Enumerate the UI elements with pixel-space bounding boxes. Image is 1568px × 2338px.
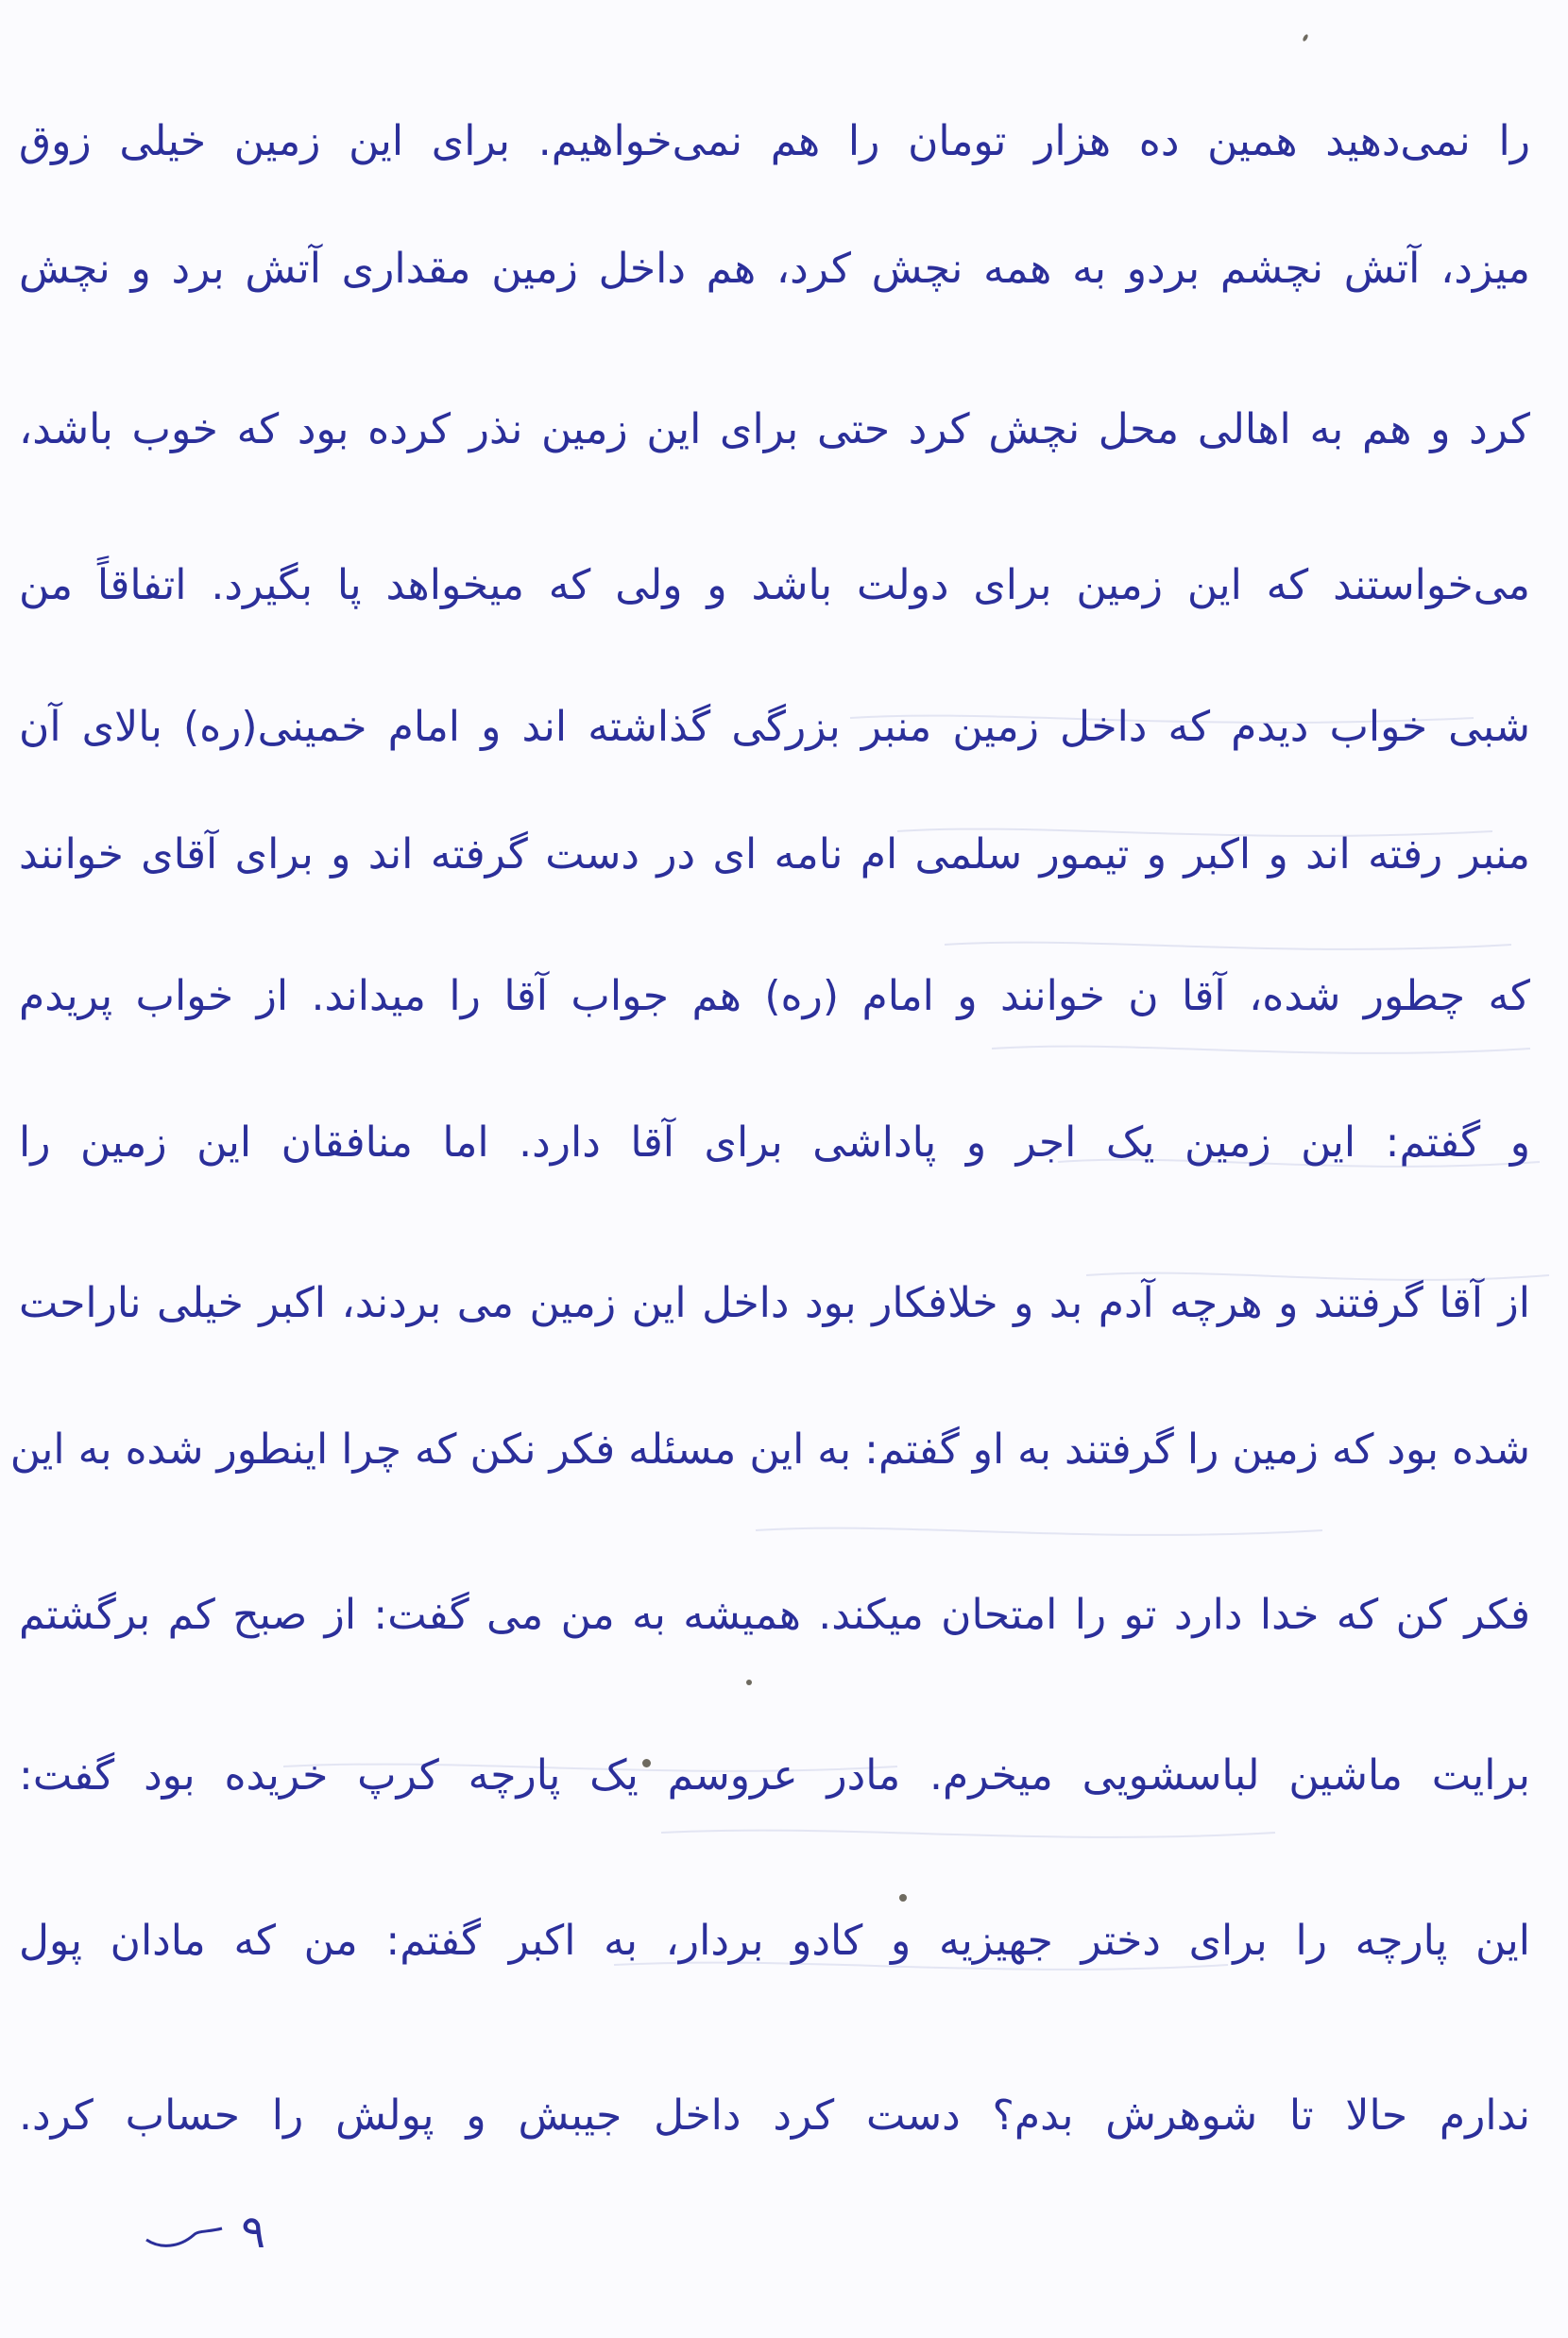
handwritten-line: را نمی‌دهید همین ده هزار تومان را هم نمی‌خواهیم. برای این زمین خیلی زوق — [19, 117, 1530, 165]
handwritten-line: فکر کن که خدا دارد تو را امتحان میکند. همیشه به من می گفت: از صبح کم برگشتم — [19, 1591, 1530, 1639]
handwritten-line: منبر رفته اند و اکبر و تیمور سلمی ام نامه ای در دست گرفته اند و برای آقای خوانند — [19, 830, 1530, 879]
handwritten-line: کرد و هم به اهالی محل نچش کرد حتی برای این زمین نذر کرده بود که خوب باشد، — [19, 405, 1530, 453]
page-number — [142, 2206, 265, 2259]
handwritten-line: ندارم حالا تا شوهرش بدم؟ دست کرد داخل جیبش و پولش را حساب کرد. — [19, 2091, 1530, 2140]
handwritten-line: میزد، آتش نچشم بردو به همه نچش کرد، هم داخل زمین مقداری آتش برد و نچش — [19, 245, 1530, 293]
handwritten-line: از آقا گرفتند و هرچه آدم بد و خلافکار بود داخل این زمین می بردند، اکبر خیلی ناراحت — [19, 1279, 1530, 1327]
handwritten-line: که چطور شده، آقا ن خوانند و امام (ره) هم جواب آقا را میداند. از خواب پریدم — [19, 972, 1530, 1020]
page-number-underline — [142, 2221, 227, 2249]
handwritten-line: شبی خواب دیدم که داخل زمین منبر بزرگی گذاشته اند و امام خمینی(ره) بالای آن — [19, 703, 1530, 751]
handwritten-line: می‌خواستند که این زمین برای دولت باشد و ولی که میخواهد پا بگیرد. اتفاقاً من — [19, 561, 1530, 609]
handwritten-line: شده بود که زمین را گرفتند به او گفتم: به این مسئله فکر نکن که چرا اینطور شده به این — [9, 1425, 1530, 1474]
ink-speck — [899, 1894, 907, 1902]
page-number-value: ۹ — [241, 2206, 266, 2259]
handwritten-line: این پارچه را برای دختر جهیزیه و کادو بردار، به اکبر گفتم: من که مادان پول — [19, 1917, 1530, 1965]
handwritten-line: برایت ماشین لباسشویی میخرم. مادر عروسم یک پارچه کرپ خریده بود گفت: — [19, 1751, 1530, 1800]
ink-speck — [746, 1680, 752, 1685]
handwritten-line: و گفتم: این زمین یک اجر و پاداشی برای آقا دارد. اما منافقان این زمین را — [19, 1118, 1530, 1167]
ink-speck — [1302, 34, 1308, 43]
